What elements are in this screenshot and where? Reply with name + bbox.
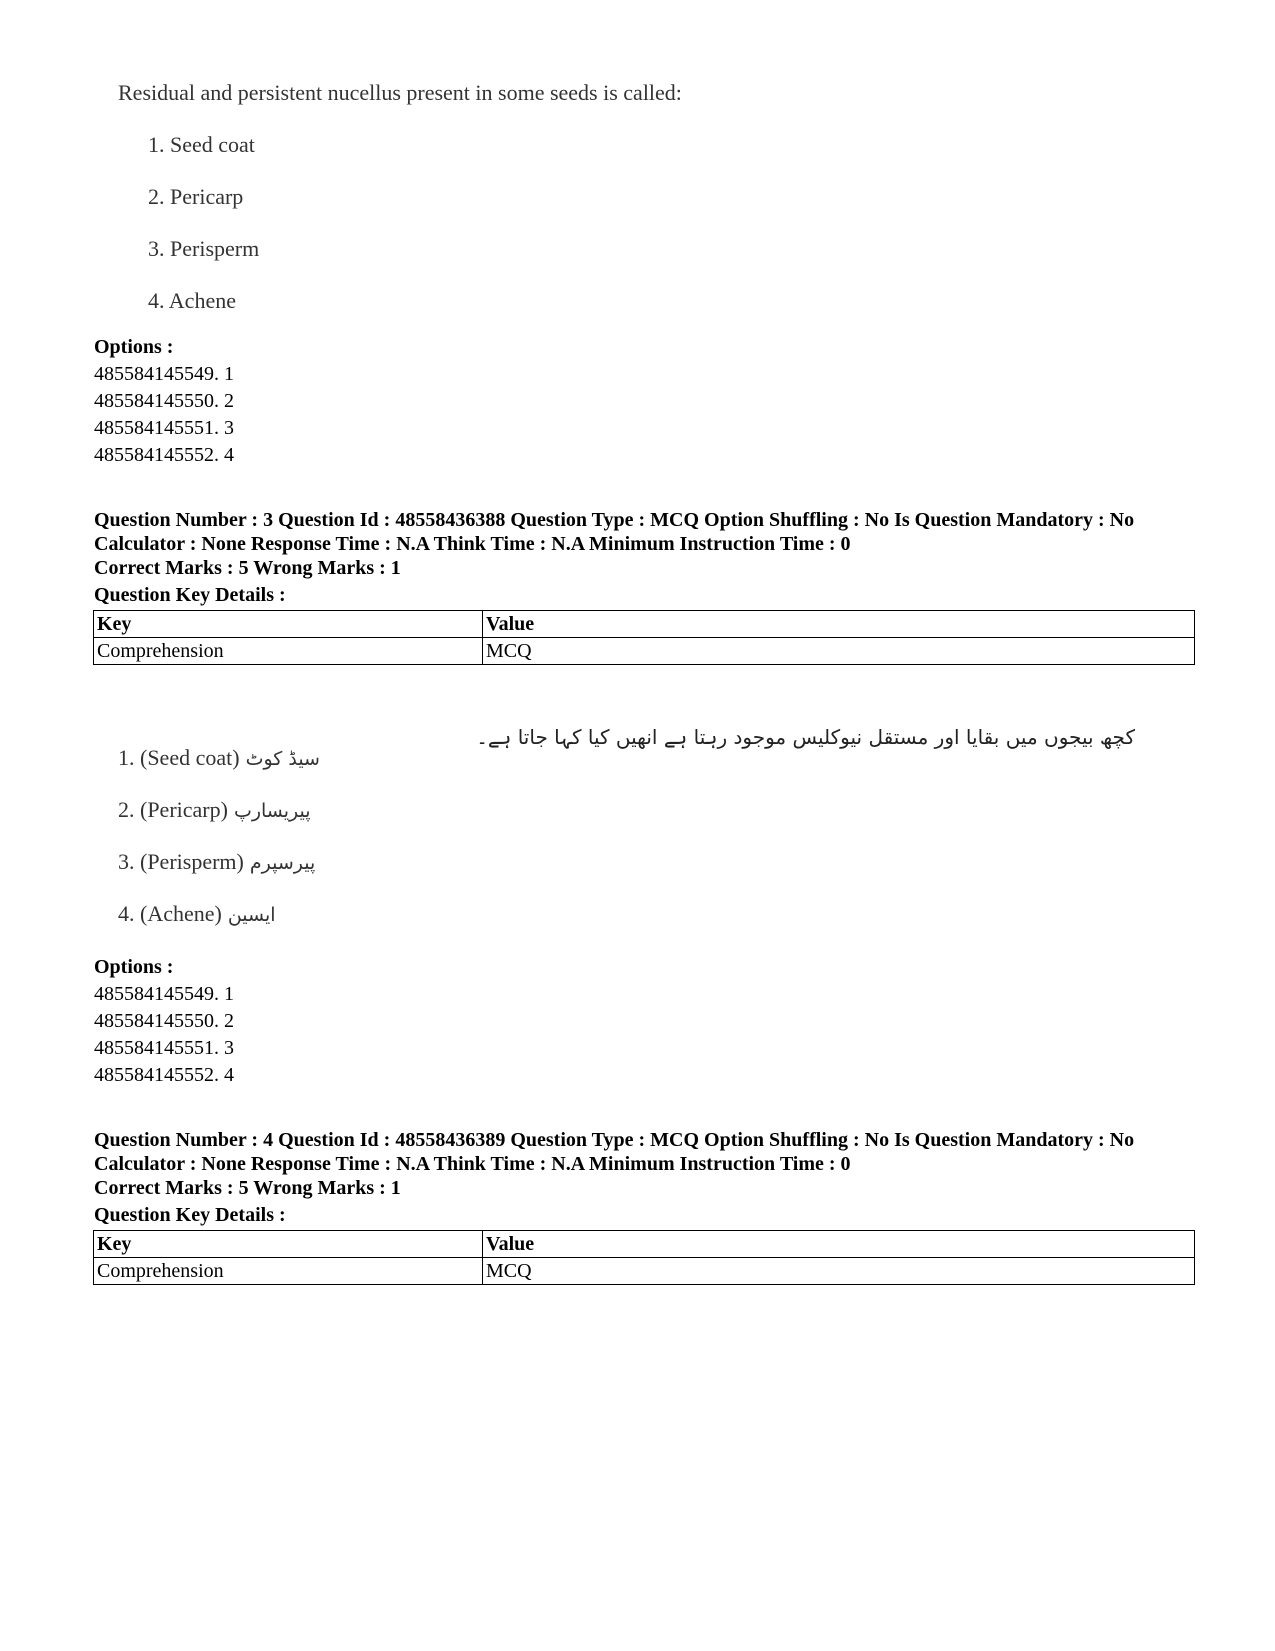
urdu-choice-3-ur: پیرسپرم bbox=[249, 852, 316, 874]
table-cell-key: Comprehension bbox=[94, 1258, 483, 1285]
table-header-key: Key bbox=[94, 1231, 483, 1258]
table-header-key: Key bbox=[94, 611, 483, 638]
urdu-choice-1-ur: سیڈ کوٹ bbox=[245, 748, 320, 770]
q4-meta-line1: Question Number : 4 Question Id : 48558436389 Question Type : MCQ Option Shuffling : No Is Question Mandatory : No bbox=[94, 1129, 1135, 1151]
urdu-choice-1 bbox=[118, 745, 320, 771]
choice-4: 4. Achene bbox=[148, 288, 236, 313]
table-cell-key: Comprehension bbox=[94, 638, 483, 665]
q4-meta bbox=[94, 1128, 1194, 1176]
q3-meta-line1: Question Number : 3 Question Id : 48558436388 Question Type : MCQ Option Shuffling : No Is Question Mandatory : No bbox=[94, 509, 1135, 531]
urdu-choice-2-ur: پیریسارپ bbox=[233, 800, 311, 822]
q3-meta bbox=[94, 508, 1194, 556]
table-header-value: Value bbox=[483, 611, 1195, 638]
urdu-choice-2 bbox=[118, 797, 311, 823]
choice-2: 2. Pericarp bbox=[148, 184, 244, 209]
q3-key-details-label: Question Key Details : bbox=[94, 584, 286, 606]
urdu-choice-4-en: 4. (Achene) bbox=[118, 901, 222, 926]
urdu-choice-2-en: 2. (Pericarp) bbox=[118, 797, 228, 822]
q4-key-table bbox=[93, 1230, 1195, 1285]
choice-3: 3. Perisperm bbox=[148, 236, 260, 261]
urdu-choice-4 bbox=[118, 901, 276, 927]
q4-marks: Correct Marks : 5 Wrong Marks : 1 bbox=[94, 1177, 401, 1199]
urdu-choice-3 bbox=[118, 849, 315, 875]
option-id-1: 485584145549. 1 bbox=[94, 363, 234, 385]
q3-option-id-2: 485584145550. 2 bbox=[94, 1010, 234, 1032]
q3-marks: Correct Marks : 5 Wrong Marks : 1 bbox=[94, 557, 401, 579]
table-row bbox=[94, 1258, 1195, 1285]
table-header-row bbox=[94, 1231, 1195, 1258]
q3-option-id-1: 485584145549. 1 bbox=[94, 983, 234, 1005]
table-header-row bbox=[94, 611, 1195, 638]
q4-key-details-label: Question Key Details : bbox=[94, 1204, 286, 1226]
choice-1: 1. Seed coat bbox=[148, 132, 255, 157]
q3-option-id-4: 485584145552. 4 bbox=[94, 1064, 234, 1086]
q3-options-label: Options : bbox=[94, 956, 174, 978]
table-row bbox=[94, 638, 1195, 665]
table-cell-value: MCQ bbox=[483, 1258, 1195, 1285]
table-cell-value: MCQ bbox=[483, 638, 1195, 665]
q3-key-table bbox=[93, 610, 1195, 665]
option-id-3: 485584145551. 3 bbox=[94, 417, 234, 439]
q3-option-id-3: 485584145551. 3 bbox=[94, 1037, 234, 1059]
options-label: Options : bbox=[94, 336, 174, 358]
urdu-choice-4-ur: ایسین bbox=[227, 904, 276, 926]
q4-meta-line2: Calculator : None Response Time : N.A Think Time : N.A Minimum Instruction Time : 0 bbox=[94, 1153, 851, 1175]
option-id-2: 485584145550. 2 bbox=[94, 390, 234, 412]
question-stem: Residual and persistent nucellus present in some seeds is called: bbox=[118, 80, 682, 105]
option-id-4: 485584145552. 4 bbox=[94, 444, 234, 466]
q3-meta-line2: Calculator : None Response Time : N.A Think Time : N.A Minimum Instruction Time : 0 bbox=[94, 533, 851, 555]
urdu-choice-3-en: 3. (Perisperm) bbox=[118, 849, 244, 874]
urdu-choice-1-en: 1. (Seed coat) bbox=[118, 745, 240, 770]
urdu-question-stem: کچھ بیجوں میں بقایا اور مستقل نیوکلیس موجود رہتا ہے انھیں کیا کہا جاتا ہے۔ bbox=[476, 725, 1135, 749]
table-header-value: Value bbox=[483, 1231, 1195, 1258]
